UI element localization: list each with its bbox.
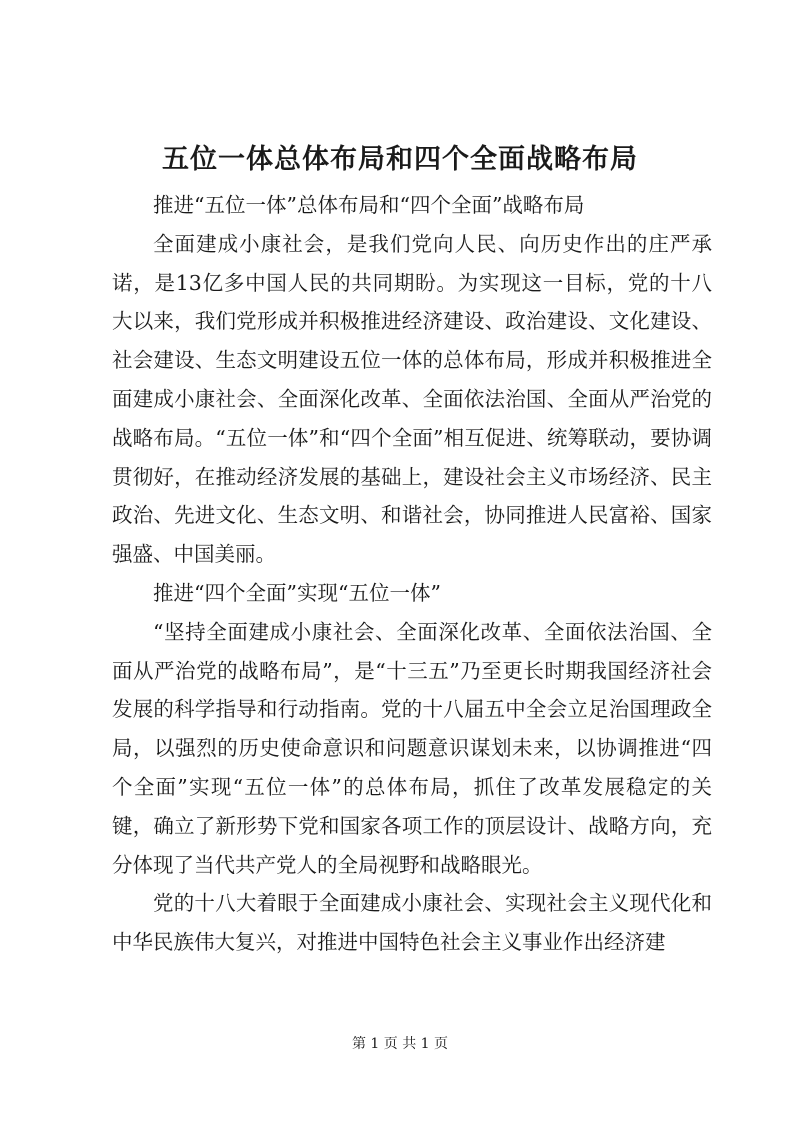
section-heading: 推进“四个全面”实现“五位一体” (153, 580, 441, 605)
paragraph-3: 党的十八大着眼于全面建成小康社会、实现社会主义现代化和中华民族伟大复兴，对推进中国特色社会主义事业作出经济建 (112, 891, 712, 955)
page-footer: 第 1 页 共 1 页 (351, 1036, 449, 1052)
paragraph-1: 全面建成小康社会，是我们党向人民、向历史作出的庄严承诺，是13亿多中国人民的共同期盼。为实现这一目标，党的十八大以来，我们党形成并积极推进经济建设、政治建设、文化建设、社会建设、生态文明建设五位一体的总体布局，形成并积极推进全面建成小康社会、全面深化改革、全面依法治国、全面从严治党的战略布局。“五位一体”和“四个全面”相互促进、统筹联动，要协调贯彻好，在推动经济发展的基础上，建设社会主义市场经济、民主政治、先进文化、生态文明、和谐社会，协同推进人民富裕、国家强盛、中国美丽。 (112, 231, 712, 567)
paragraph-2: “坚持全面建成小康社会、全面深化改革、全面依法治国、全面从严治党的战略布局”，是“十三五”乃至更长时期我国经济社会发展的科学指导和行动指南。党的十八届五中全会立足治国理政全局，以强烈的历史使命意识和问题意识谋划未来，以协调推进“四个全面”实现“五位一体”的总体布局，抓住了改革发展稳定的关键，确立了新形势下党和国家各项工作的顶层设计、战略方向，充分体现了当代共产党人的全局视野和战略眼光。 (112, 619, 712, 877)
document-subtitle: 推进“五位一体”总体布局和“四个全面”战略布局 (153, 193, 585, 217)
document-body (112, 186, 712, 962)
document-title: 五位一体总体布局和四个全面战略布局 (162, 144, 638, 175)
